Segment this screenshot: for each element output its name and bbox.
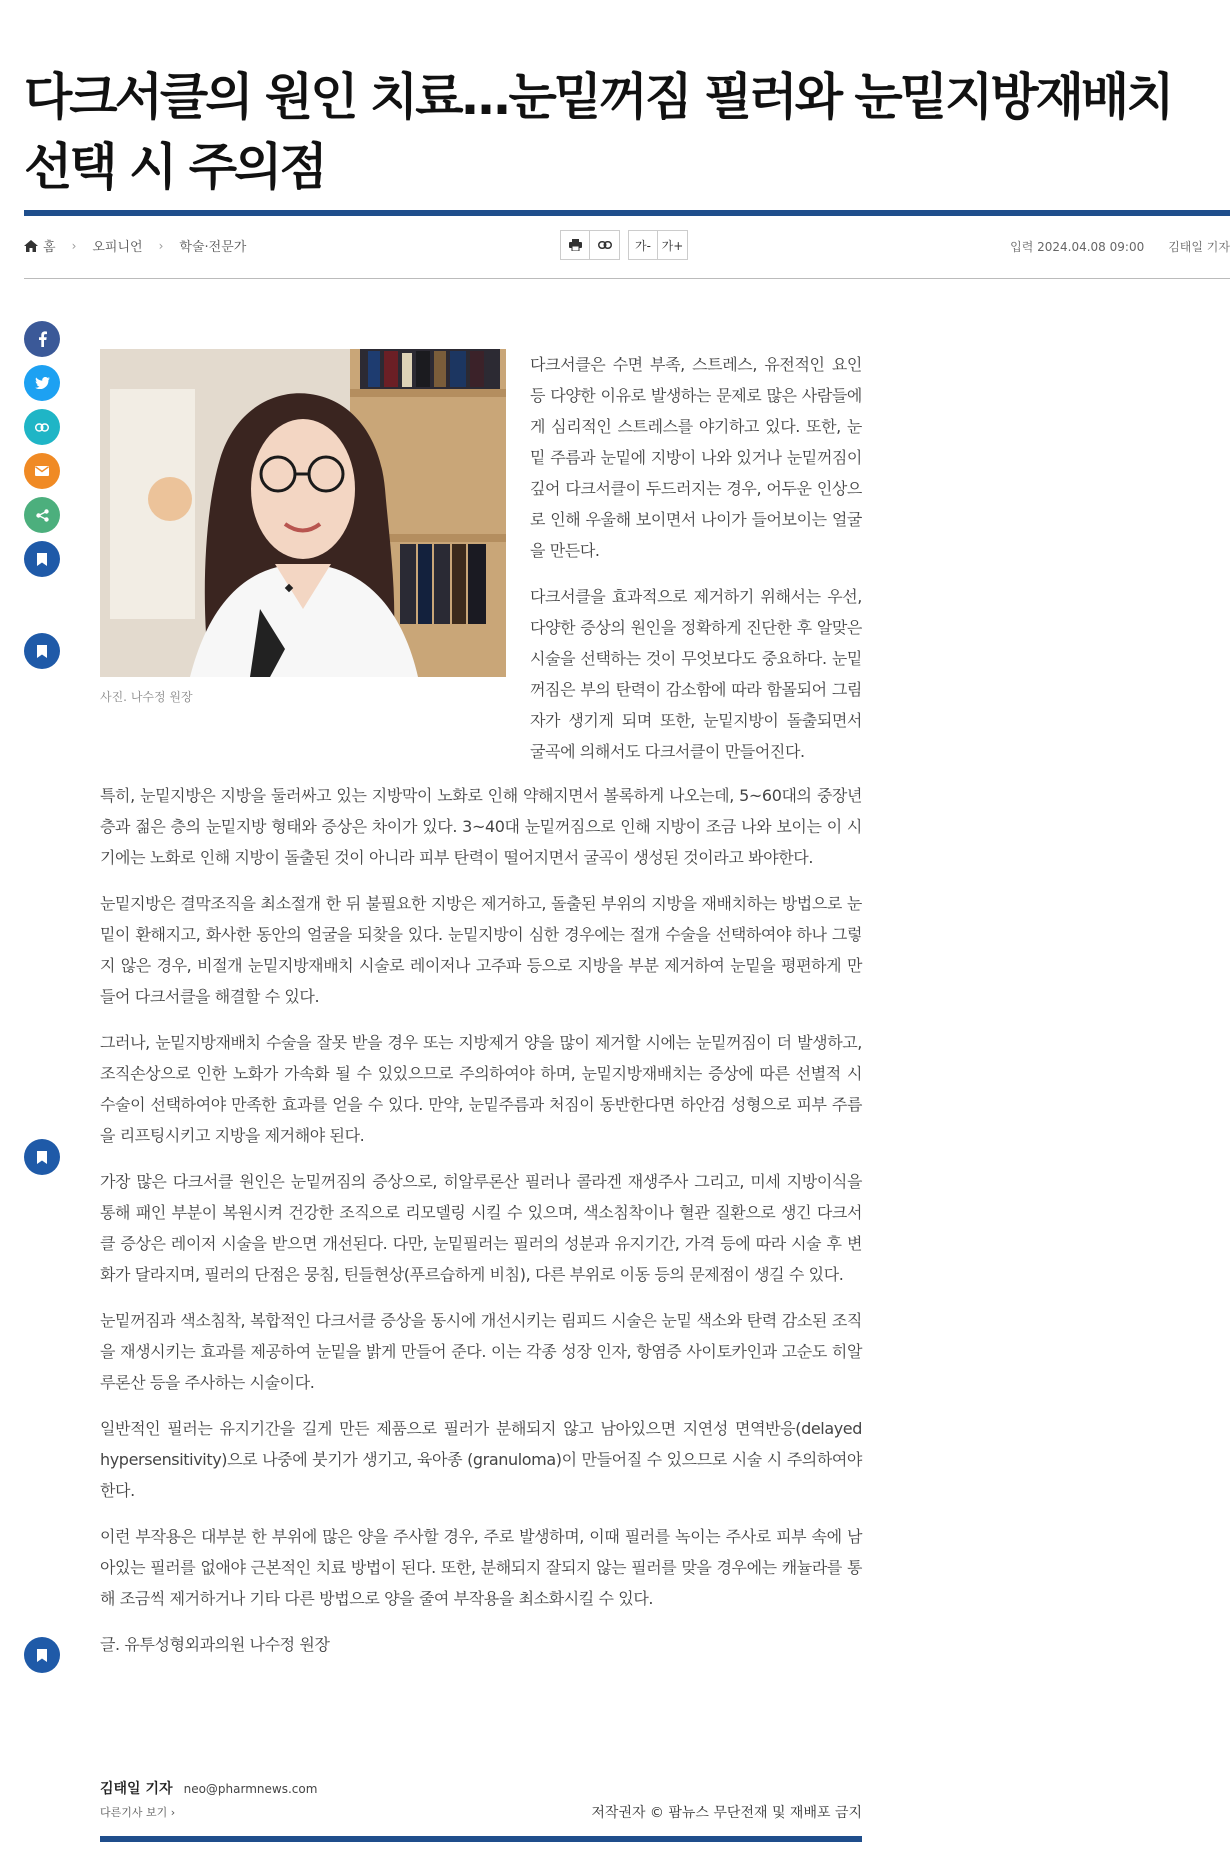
breadcrumb-section[interactable]: 오피니언 — [92, 240, 143, 255]
share-button[interactable] — [24, 497, 60, 533]
author-short[interactable]: 김태일 기자 — [1168, 240, 1230, 254]
article-headline: 다크서클의 원인 치료...눈밑꺼짐 필러와 눈밑지방재배치 선택 시 주의점 — [24, 68, 1172, 196]
author-name: 김태일 기자 — [100, 1781, 173, 1797]
article-info-bar — [24, 216, 1230, 278]
chevron-right-icon: › — [158, 238, 164, 253]
font-increase-button[interactable]: 가+ — [658, 230, 688, 260]
twitter-icon — [35, 377, 50, 389]
photo-caption: 사진. 나수정 원장 — [100, 690, 193, 704]
bookmark-icon — [37, 1151, 47, 1164]
home-icon — [24, 240, 38, 252]
article-signature: 글. 유투성형외과의원 나수정 원장 — [100, 1635, 330, 1654]
article-body — [100, 780, 862, 1675]
mail-share-button[interactable] — [24, 453, 60, 489]
article-body-float — [530, 349, 862, 782]
print-icon — [569, 239, 582, 251]
article-paragraph: 눈밑지방은 결막조직을 최소절개 한 뒤 불필요한 지방은 제거하고, 돌출된 부위의 지방을 재배치하는 방법으로 눈밑이 환해지고, 화사한 동안의 얼굴을 되찾을 있다. 눈밑지방이 심한 경우에는 절개 수술을 선택하여야 하나 그렇지 않은 경우, 비절개 눈밑지방재배치 시술로 레이저나 고주파 등으로 지방을 부분 제거하여 눈밑을 평편하게 만들어 다크서클을 해결할 수 있다. — [100, 894, 862, 1006]
article-paragraph: 그러나, 눈밑지방재배치 수술을 잘못 받을 경우 또는 지방제거 양을 많이 제거할 시에는 눈밑꺼짐이 더 발생하고, 조직손상으로 인한 노화가 가속화 될 수 있있으므로 주의하여야 하며, 눈밑지방재배치는 증상에 따른 선별적 시 수술이 선택하여야 만족한 효과를 얻을 수 있다. 만약, 눈밑주름과 처짐이 동반한다면 하안검 성형으로 피부 주름을 리프팅시키고 지방을 제거해야 된다. — [100, 1033, 862, 1145]
link-share-button[interactable] — [24, 409, 60, 445]
article-paragraph: 가장 많은 다크서클 원인은 눈밑꺼짐의 증상으로, 히알루론산 필러나 콜라겐 재생주사 그리고, 미세 지방이식을 통해 패인 부분이 복원시켜 건강한 조직으로 리모델링 시킬 수 있으며, 색소침착이나 혈관 질환으로 생긴 다크서클 증상은 레이저 시술을 받으면 개선된다. 다만, 눈밑필러는 필러의 성분과 유지기간, 가격 등에 따라 시술 후 변화가 달라지며, 필러의 단점은 뭉침, 틴들현상(푸르습하게 비침), 다른 부위로 이동 등의 문제점이 생길 수 있다. — [100, 1172, 862, 1284]
chevron-right-icon: › — [71, 238, 77, 253]
article-photo — [100, 349, 506, 677]
byline-divider — [100, 1836, 862, 1842]
copy-link-button[interactable] — [590, 230, 620, 260]
copyright-notice: 저작권자 © 팜뉴스 무단전재 및 재배포 금지 — [591, 1805, 862, 1821]
author-byline — [100, 1778, 862, 1821]
link-icon — [598, 240, 612, 250]
more-articles-link[interactable]: 다른기사 보기 › — [100, 1806, 176, 1819]
bookmark-icon — [37, 553, 47, 566]
bookmark-icon — [37, 645, 47, 658]
author-email[interactable]: neo@pharmnews.com — [183, 1782, 318, 1796]
print-button[interactable] — [560, 230, 590, 260]
breadcrumb-home[interactable] — [24, 236, 56, 255]
bookmark-button[interactable] — [24, 1139, 60, 1175]
bookmark-button[interactable] — [24, 541, 60, 577]
article-paragraph: 다크서클은 수면 부족, 스트레스, 유전적인 요인 등 다양한 이유로 발생하는 문제로 많은 사람들에게 심리적인 스트레스를 야기하고 있다. 또한, 눈밑 주름과 눈밑에 지방이 나와 있거나 눈밑꺼짐이 깊어 다크서클이 두드러지는 경우, 어두운 인상으로 인해 우울해 보이면서 나이가 들어보이는 얼굴을 만든다. — [530, 355, 862, 560]
publish-date: 입력 2024.04.08 09:00 — [1010, 240, 1145, 254]
breadcrumb — [24, 236, 246, 255]
article-paragraph: 일반적인 필러는 유지기간을 길게 만든 제품으로 필러가 분해되지 않고 남아있으면 지연성 면역반응(delayed hypersensitivity)으로 나중에 붓기가 생기고, 육아종 (granuloma)이 만들어질 수 있으므로 시술 시 주의하여야 한다. — [100, 1419, 862, 1500]
article-meta — [1010, 238, 1230, 255]
font-decrease-button[interactable]: 가- — [628, 230, 658, 260]
share-icon — [36, 509, 49, 522]
facebook-share-button[interactable] — [24, 321, 60, 357]
bookmark-button[interactable] — [24, 1637, 60, 1673]
breadcrumb-subsection[interactable]: 학술·전문가 — [179, 240, 247, 255]
breadcrumb-home-label: 홈 — [43, 240, 56, 255]
article-paragraph: 특히, 눈밑지방은 지방을 둘러싸고 있는 지방막이 노화로 인해 약해지면서 볼록하게 나오는데, 5~60대의 중장년층과 젊은 층의 눈밑지방 형태와 증상은 차이가 있다. 3~40대 눈밑꺼짐으로 인해 지방이 조금 나와 보이는 이 시기에는 노화로 인해 지방이 돌출된 것이 아니라 피부 탄력이 떨어지면서 굴곡이 생성된 것이라고 봐야한다. — [100, 786, 862, 867]
article-paragraph: 이런 부작용은 대부분 한 부위에 많은 양을 주사할 경우, 주로 발생하며, 이때 필러를 녹이는 주사로 피부 속에 남아있는 필러를 없애야 근본적인 치료 방법이 된다. 또한, 분해되지 잘되지 않는 필러를 맞을 경우에는 캐뉼라를 통해 조금씩 제거하거나 기타 다른 방법으로 양을 줄여 부작용을 최소화시킬 수 있다. — [100, 1527, 862, 1608]
facebook-icon — [38, 331, 47, 347]
bookmark-button[interactable] — [24, 633, 60, 669]
article-paragraph: 다크서클을 효과적으로 제거하기 위해서는 우선, 다양한 증상의 원인을 정확하게 진단한 후 알맞은 시술을 선택하는 것이 무엇보다도 중요하다. 눈밑꺼짐은 부의 탄력이 감소함에 따라 함몰되어 그림자가 생기게 되며 또한, 눈밑지방이 돌출되면서 굴곡에 의해서도 다크서클이 만들어진다. — [530, 587, 862, 761]
bookmark-icon — [37, 1649, 47, 1662]
mail-icon — [35, 466, 49, 476]
article-paragraph: 눈밑꺼짐과 색소침착, 복합적인 다크서클 증상을 동시에 개선시키는 림피드 시술은 눈밑 색소와 탄력 감소된 조직을 재생시키는 효과를 제공하여 눈밑을 밝게 만들어 준다. 이는 각종 성장 인자, 항염증 사이토카인과 고순도 히알루론산 등을 주사하는 시술이다. — [100, 1311, 862, 1392]
article-tools — [560, 230, 688, 260]
doctor-portrait-image — [100, 349, 506, 677]
link-icon — [35, 423, 49, 432]
info-bar-divider — [24, 278, 1230, 279]
twitter-share-button[interactable] — [24, 365, 60, 401]
